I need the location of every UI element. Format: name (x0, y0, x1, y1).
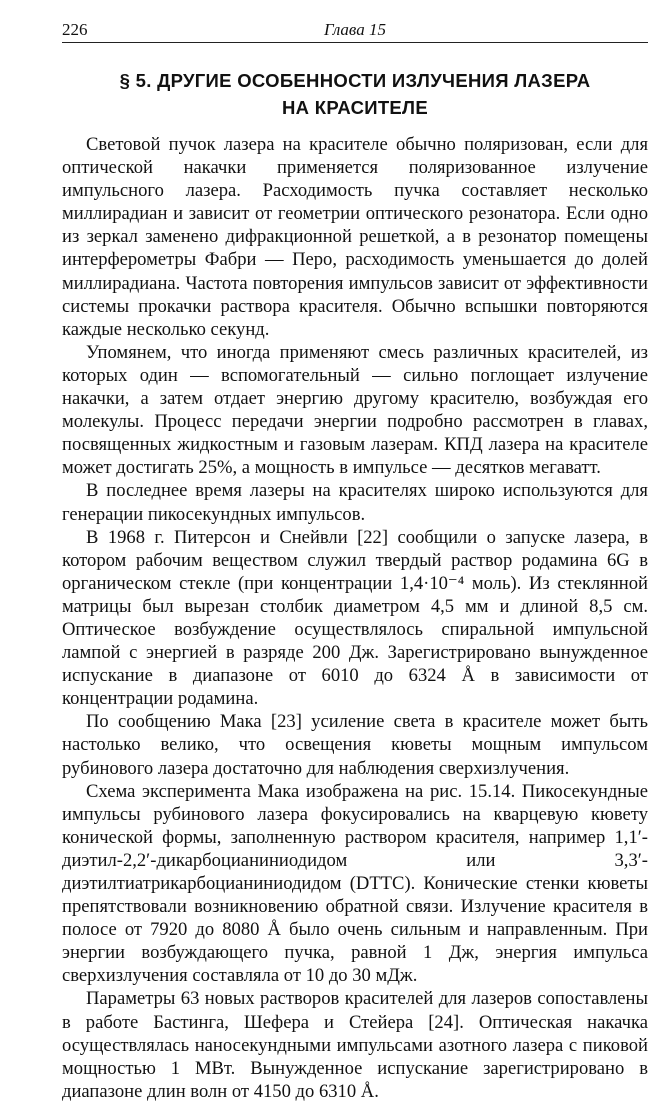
chapter-label: Глава 15 (324, 20, 386, 39)
paragraph-picosecond-pulses: В последнее время лазеры на красителях широко используются для генерации пикосекундных импульсов. (62, 480, 648, 525)
running-head (62, 20, 648, 43)
section-title-line-1: § 5. ДРУГИЕ ОСОБЕННОСТИ ИЗЛУЧЕНИЯ ЛАЗЕРА (119, 70, 591, 91)
paragraph-beam-properties: Световой пучок лазера на красителе обычно поляризован, если для оптической накачки применяется поляризованное излучение импульсного лазера. Расходимость пучка составляет несколько миллирадиан и зависит от геометрии оптического резонатора. Если одно из зеркал заменено дифракционной решеткой, а в резонатор помещены интерферометры Фабри — Перо, расходимость уменьшается до долей миллирадиана. Частота повторения импульсов зависит от эффективности системы прокачки раствора красителя. Обычно вспышки повторяются каждые несколько секунд. (62, 134, 648, 340)
paragraph-mack-report: По сообщению Мака [23] усиление света в красителе может быть настолько велико, что освещения кюветы мощным импульсом рубинового лазера достаточно для наблюдения сверхизлучения. (62, 711, 648, 779)
section-title-line-2: НА КРАСИТЕЛЕ (282, 97, 428, 118)
book-page (62, 20, 648, 1102)
section-title (62, 67, 648, 121)
paragraph-mack-experiment: Схема эксперимента Мака изображена на рис. 15.14. Пикосекундные импульсы рубинового лазера фокусировались на кварцевую кювету конической формы, заполненную раствором красителя, например 1,1′-диэтил-2,2′-дикарбоцианиниодидом или 3,3′-диэтилтиатрикарбоцианиниодидом (DTTC). Конические стенки кюветы препятствовали возникновению обратной связи. Излучение красителя в полосе от 7920 до 8080 Å было очень сильным и направленным. При энергии возбуждающего пучка, равной 1 Дж, энергия импульса сверхизлучения составляла от 10 до 30 мДж. (62, 780, 648, 987)
page-number: 226 (62, 20, 88, 39)
paragraph-basting-study: Параметры 63 новых растворов красителей для лазеров сопоставлены в работе Бастинга, Шефера и Стейера [24]. Оптическая накачка осуществлялась наносекундными импульсами азотного лазера с пиковой мощностью 1 МВт. Вынужденное испускание зарегистрировано в диапазоне длин волн от 4150 до 6310 Å. (62, 988, 648, 1102)
paragraph-dye-mixtures: Упомянем, что иногда применяют смесь различных красителей, из которых один — вспомогательный — сильно поглощает излучение накачки, а затем отдает энергию другому красителю, возбуждая его молекулы. Процесс передачи энергии подробно рассмотрен в главах, посвященных жидкостным и газовым лазерам. КПД лазера на красителе может достигать 25%, а мощность в импульсе — десятков мегаватт. (62, 341, 648, 479)
paragraph-peterson-snavely: В 1968 г. Питерсон и Снейвли [22] сообщили о запуске лазера, в котором рабочим веществом служил твердый раствор родамина 6G в органическом стекле (при концентрации 1,4·10⁻⁴ моль). Из стеклянной матрицы был вырезан столбик диаметром 4,5 мм и длиной 8,5 см. Оптическое возбуждение осуществлялось спиральной импульсной лампой с энергией в разряде 200 Дж. Зарегистрировано вынужденное испускание в диапазоне от 6010 до 6324 Å в зависимости от концентрации родамина. (62, 526, 648, 710)
body-text (62, 133, 648, 1103)
